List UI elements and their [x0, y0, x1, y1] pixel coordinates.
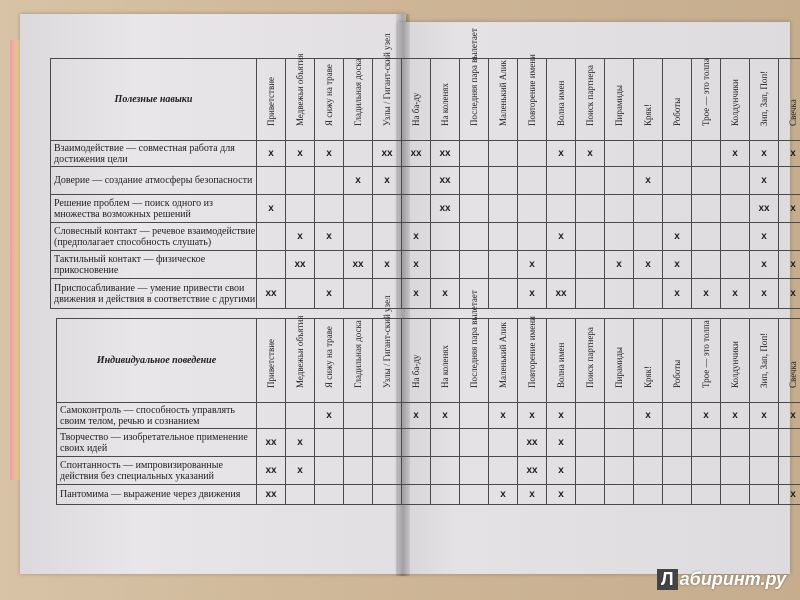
column-header — [518, 316, 547, 403]
column-header-label: Узлы / Гигант-ский узел — [382, 33, 392, 126]
mark-cell: xx — [402, 141, 431, 167]
row-label: Решение проблем — поиск одного из множества возможных решений — [51, 195, 257, 223]
column-header-label: Волна имен — [556, 80, 566, 126]
mark-cell: x — [692, 279, 721, 309]
mark-cell — [518, 223, 547, 251]
mark-cell — [750, 485, 779, 505]
column-header-label: Приветствие — [266, 76, 276, 126]
mark-cell — [286, 167, 315, 195]
column-header — [547, 59, 576, 141]
column-header-label: Гладильная доска — [353, 58, 363, 126]
mark-cell: x — [373, 167, 402, 195]
mark-cell — [605, 195, 634, 223]
column-header — [576, 59, 605, 141]
mark-cell — [315, 195, 344, 223]
column-header — [634, 319, 663, 403]
mark-cell: x — [373, 251, 402, 279]
column-header-label: На ба-ду — [411, 92, 421, 126]
mark-cell: x — [663, 251, 692, 279]
column-header-label: На ба-ду — [411, 354, 421, 388]
mark-cell: x — [779, 403, 800, 429]
column-header — [779, 319, 800, 403]
mark-cell — [402, 429, 431, 457]
column-header — [344, 319, 373, 403]
mark-cell — [344, 403, 373, 429]
mark-cell — [489, 279, 518, 309]
column-header — [489, 319, 518, 403]
mark-cell: x — [721, 279, 750, 309]
column-header — [431, 59, 460, 141]
table-row — [57, 457, 800, 485]
mark-cell: xx — [518, 457, 547, 485]
mark-cell — [779, 167, 800, 195]
mark-cell: x — [750, 167, 779, 195]
mark-cell: xx — [257, 485, 286, 505]
mark-cell — [692, 485, 721, 505]
column-header-label: Я сижу на траве — [324, 326, 334, 388]
column-header-label: Зип, Зап, Поп! — [759, 70, 769, 126]
mark-cell — [547, 195, 576, 223]
mark-cell — [663, 457, 692, 485]
mark-cell — [634, 223, 663, 251]
column-header — [402, 59, 431, 141]
table-row — [51, 167, 800, 195]
mark-cell: xx — [431, 167, 460, 195]
mark-cell: x — [634, 403, 663, 429]
mark-cell — [663, 195, 692, 223]
mark-cell — [431, 429, 460, 457]
mark-cell: xx — [344, 251, 373, 279]
mark-cell — [634, 141, 663, 167]
column-header — [547, 319, 576, 403]
column-header-label: Поиск партнера — [585, 65, 595, 126]
column-header — [663, 59, 692, 141]
watermark-letter: Л — [657, 569, 678, 590]
mark-cell — [315, 457, 344, 485]
mark-cell — [257, 223, 286, 251]
mark-cell — [373, 195, 402, 223]
mark-cell — [692, 195, 721, 223]
mark-cell — [373, 223, 402, 251]
mark-cell: x — [750, 403, 779, 429]
mark-cell — [460, 251, 489, 279]
mark-cell: x — [518, 403, 547, 429]
mark-cell — [692, 167, 721, 195]
mark-cell: x — [518, 485, 547, 505]
mark-cell: x — [750, 251, 779, 279]
mark-cell — [576, 403, 605, 429]
mark-cell — [286, 195, 315, 223]
mark-cell: xx — [518, 429, 547, 457]
mark-cell — [605, 167, 634, 195]
column-header — [750, 59, 779, 141]
mark-cell — [489, 195, 518, 223]
mark-cell — [605, 279, 634, 309]
mark-cell — [518, 167, 547, 195]
column-header — [721, 319, 750, 403]
column-header-label: Пирамиды — [614, 347, 624, 388]
column-header — [489, 59, 518, 141]
column-header — [460, 290, 489, 403]
mark-cell: x — [547, 403, 576, 429]
mark-cell — [663, 141, 692, 167]
mark-cell — [344, 279, 373, 309]
row-label: Пантомима — выражение через движения — [57, 485, 257, 505]
mark-cell: xx — [373, 141, 402, 167]
mark-cell — [431, 251, 460, 279]
mark-cell — [721, 167, 750, 195]
column-header — [315, 59, 344, 141]
column-header — [373, 33, 402, 141]
mark-cell — [721, 485, 750, 505]
mark-cell: x — [431, 403, 460, 429]
table-title: Полезные навыки — [51, 59, 257, 141]
column-header-label: На коленях — [440, 345, 450, 388]
mark-cell — [721, 251, 750, 279]
mark-cell — [692, 251, 721, 279]
mark-cell — [344, 141, 373, 167]
mark-cell — [663, 403, 692, 429]
column-header — [605, 59, 634, 141]
mark-cell — [605, 429, 634, 457]
mark-cell — [373, 429, 402, 457]
mark-cell — [605, 141, 634, 167]
mark-cell: x — [721, 403, 750, 429]
watermark-text: абиринт.ру — [679, 569, 786, 589]
mark-cell — [576, 167, 605, 195]
mark-cell: x — [518, 279, 547, 309]
mark-cell: x — [779, 141, 800, 167]
mark-cell — [721, 457, 750, 485]
mark-cell — [286, 485, 315, 505]
column-header — [692, 59, 721, 141]
mark-cell: x — [721, 141, 750, 167]
mark-cell: x — [750, 141, 779, 167]
mark-cell — [489, 141, 518, 167]
mark-cell — [315, 485, 344, 505]
mark-cell: x — [402, 223, 431, 251]
mark-cell: x — [315, 223, 344, 251]
mark-cell: x — [576, 141, 605, 167]
useful-skills-table — [50, 28, 800, 309]
mark-cell — [286, 403, 315, 429]
column-header — [431, 319, 460, 403]
mark-cell — [344, 429, 373, 457]
table-row — [57, 485, 800, 505]
mark-cell — [750, 429, 779, 457]
mark-cell: x — [547, 485, 576, 505]
mark-cell — [692, 141, 721, 167]
mark-cell: xx — [547, 279, 576, 309]
column-header-label: Трое — это толпа — [701, 320, 711, 388]
mark-cell: x — [315, 403, 344, 429]
mark-cell — [344, 457, 373, 485]
column-header-label: Маленький Алик — [498, 322, 508, 388]
column-header — [315, 319, 344, 403]
column-header-label: Роботы — [672, 359, 682, 388]
column-header — [576, 319, 605, 403]
mark-cell — [721, 223, 750, 251]
mark-cell — [460, 223, 489, 251]
mark-cell — [634, 195, 663, 223]
mark-cell — [489, 251, 518, 279]
row-label: Самоконтроль — способность управлять своим телом, речью и сознанием — [57, 403, 257, 429]
mark-cell — [460, 403, 489, 429]
mark-cell — [576, 457, 605, 485]
column-header — [344, 59, 373, 141]
mark-cell — [547, 251, 576, 279]
mark-cell: x — [779, 485, 800, 505]
column-header-label: Свечка — [788, 361, 798, 388]
row-label: Творчество — изобретательное применение своих идей — [57, 429, 257, 457]
mark-cell — [750, 457, 779, 485]
mark-cell — [344, 223, 373, 251]
column-header — [663, 319, 692, 403]
mark-cell — [315, 429, 344, 457]
mark-cell — [634, 429, 663, 457]
mark-cell — [373, 457, 402, 485]
column-header — [692, 319, 721, 403]
mark-cell — [605, 457, 634, 485]
mark-cell: x — [663, 223, 692, 251]
column-header-label: Кряк! — [643, 103, 653, 126]
mark-cell: x — [663, 279, 692, 309]
column-header — [286, 53, 315, 141]
row-label: Спонтанность — импровизированные действия без специальных указаний — [57, 457, 257, 485]
mark-cell: x — [779, 279, 800, 309]
mark-cell — [460, 485, 489, 505]
mark-cell — [547, 167, 576, 195]
table-row — [57, 429, 800, 457]
mark-cell — [779, 457, 800, 485]
mark-cell — [460, 141, 489, 167]
column-header — [721, 59, 750, 141]
mark-cell: xx — [431, 195, 460, 223]
column-header-label: Медвежьи объятия — [295, 315, 305, 388]
row-label: Взаимодействие — совместная работа для достижения цели — [51, 141, 257, 167]
table-row — [51, 141, 800, 167]
mark-cell — [315, 251, 344, 279]
column-header — [518, 54, 547, 141]
mark-cell: x — [605, 251, 634, 279]
mark-cell — [518, 141, 547, 167]
column-header-label: Повторение имени — [527, 316, 537, 388]
column-header-label: Пирамиды — [614, 85, 624, 126]
mark-cell — [431, 223, 460, 251]
column-header-label: Последняя пара вылетает — [469, 290, 479, 388]
mark-cell — [460, 457, 489, 485]
mark-cell — [576, 279, 605, 309]
mark-cell — [257, 251, 286, 279]
table-row — [51, 251, 800, 279]
mark-cell: xx — [750, 195, 779, 223]
mark-cell: x — [547, 223, 576, 251]
mark-cell — [373, 403, 402, 429]
column-header — [373, 295, 402, 403]
column-header — [286, 315, 315, 403]
row-label: Доверие — создание атмосферы безопасности — [51, 167, 257, 195]
mark-cell — [663, 167, 692, 195]
mark-cell — [489, 457, 518, 485]
mark-cell: x — [547, 429, 576, 457]
mark-cell — [576, 223, 605, 251]
mark-cell: xx — [257, 429, 286, 457]
mark-cell: x — [489, 403, 518, 429]
column-header — [779, 59, 800, 141]
mark-cell: x — [286, 223, 315, 251]
mark-cell — [692, 223, 721, 251]
column-header — [605, 319, 634, 403]
table-row — [57, 403, 800, 429]
mark-cell — [576, 195, 605, 223]
mark-cell — [315, 167, 344, 195]
mark-cell — [634, 485, 663, 505]
mark-cell — [576, 251, 605, 279]
column-header-label: Кряк! — [643, 365, 653, 388]
mark-cell — [373, 485, 402, 505]
mark-cell — [576, 429, 605, 457]
mark-cell: xx — [257, 457, 286, 485]
mark-cell: x — [431, 279, 460, 309]
mark-cell: x — [634, 167, 663, 195]
mark-cell: x — [547, 141, 576, 167]
mark-cell: x — [692, 403, 721, 429]
column-header-label: Узлы / Гигант-ский узел — [382, 295, 392, 388]
column-header-label: Трое — это толпа — [701, 58, 711, 126]
column-header-label: Колдунчики — [730, 341, 740, 388]
mark-cell: x — [286, 141, 315, 167]
mark-cell: x — [489, 485, 518, 505]
mark-cell: x — [779, 251, 800, 279]
column-header-label: Маленький Алик — [498, 60, 508, 126]
row-label: Словесный контакт — речевое взаимодействие (предполагает способность слушать) — [51, 223, 257, 251]
column-header — [257, 59, 286, 141]
column-header-label: На коленях — [440, 83, 450, 126]
mark-cell: xx — [257, 279, 286, 309]
mark-cell — [402, 485, 431, 505]
mark-cell — [489, 167, 518, 195]
mark-cell: x — [402, 251, 431, 279]
mark-cell: xx — [431, 141, 460, 167]
table-row — [51, 195, 800, 223]
mark-cell: x — [286, 457, 315, 485]
column-header-label: Гладильная доска — [353, 320, 363, 388]
mark-cell: xx — [286, 251, 315, 279]
row-label: Приспосабливание — умение привести свои движения и действия в соответствие с другими — [51, 279, 257, 309]
mark-cell — [257, 167, 286, 195]
mark-cell — [402, 457, 431, 485]
mark-cell: x — [750, 279, 779, 309]
mark-cell — [779, 429, 800, 457]
mark-cell: x — [315, 141, 344, 167]
mark-cell: x — [402, 279, 431, 309]
column-header-label: Волна имен — [556, 342, 566, 388]
column-header — [460, 28, 489, 141]
mark-cell — [402, 167, 431, 195]
row-label: Тактильный контакт — физическое прикосновение — [51, 251, 257, 279]
mark-cell: x — [257, 141, 286, 167]
mark-cell — [692, 429, 721, 457]
column-header-label: Колдунчики — [730, 79, 740, 126]
mark-cell — [431, 457, 460, 485]
mark-cell — [721, 429, 750, 457]
mark-cell: x — [750, 223, 779, 251]
mark-cell — [489, 429, 518, 457]
mark-cell — [460, 429, 489, 457]
mark-cell — [489, 223, 518, 251]
mark-cell — [692, 457, 721, 485]
mark-cell — [286, 279, 315, 309]
mark-cell: x — [779, 195, 800, 223]
column-header-label: Зип, Зап, Поп! — [759, 332, 769, 388]
mark-cell: x — [344, 167, 373, 195]
table-row — [51, 279, 800, 309]
mark-cell — [605, 223, 634, 251]
mark-cell — [605, 485, 634, 505]
column-header-label: Медвежьи объятия — [295, 53, 305, 126]
table-row — [51, 223, 800, 251]
mark-cell: x — [402, 403, 431, 429]
column-header-label: Свечка — [788, 99, 798, 126]
mark-cell — [431, 485, 460, 505]
mark-cell — [402, 195, 431, 223]
column-header — [402, 319, 431, 403]
mark-cell — [460, 167, 489, 195]
mark-cell — [634, 279, 663, 309]
mark-cell — [605, 403, 634, 429]
mark-cell: x — [634, 251, 663, 279]
mark-cell — [779, 223, 800, 251]
column-header-label: Я сижу на траве — [324, 64, 334, 126]
labirint-watermark — [657, 569, 786, 590]
mark-cell — [344, 485, 373, 505]
mark-cell — [634, 457, 663, 485]
mark-cell: x — [286, 429, 315, 457]
mark-cell: x — [315, 279, 344, 309]
column-header-label: Приветствие — [266, 338, 276, 388]
mark-cell — [518, 195, 547, 223]
mark-cell — [576, 485, 605, 505]
mark-cell — [257, 403, 286, 429]
column-header-label: Поиск партнера — [585, 327, 595, 388]
mark-cell: x — [547, 457, 576, 485]
mark-cell — [663, 429, 692, 457]
mark-cell — [663, 485, 692, 505]
column-header — [634, 59, 663, 141]
table-title: Индивидуальное поведение — [57, 319, 257, 403]
mark-cell — [721, 195, 750, 223]
column-header-label: Последняя пара вылетает — [469, 28, 479, 126]
mark-cell — [344, 195, 373, 223]
column-header-label: Повторение имени — [527, 54, 537, 126]
column-header — [750, 319, 779, 403]
column-header-label: Роботы — [672, 97, 682, 126]
mark-cell — [460, 195, 489, 223]
mark-cell: x — [257, 195, 286, 223]
column-header — [257, 319, 286, 403]
mark-cell: x — [518, 251, 547, 279]
